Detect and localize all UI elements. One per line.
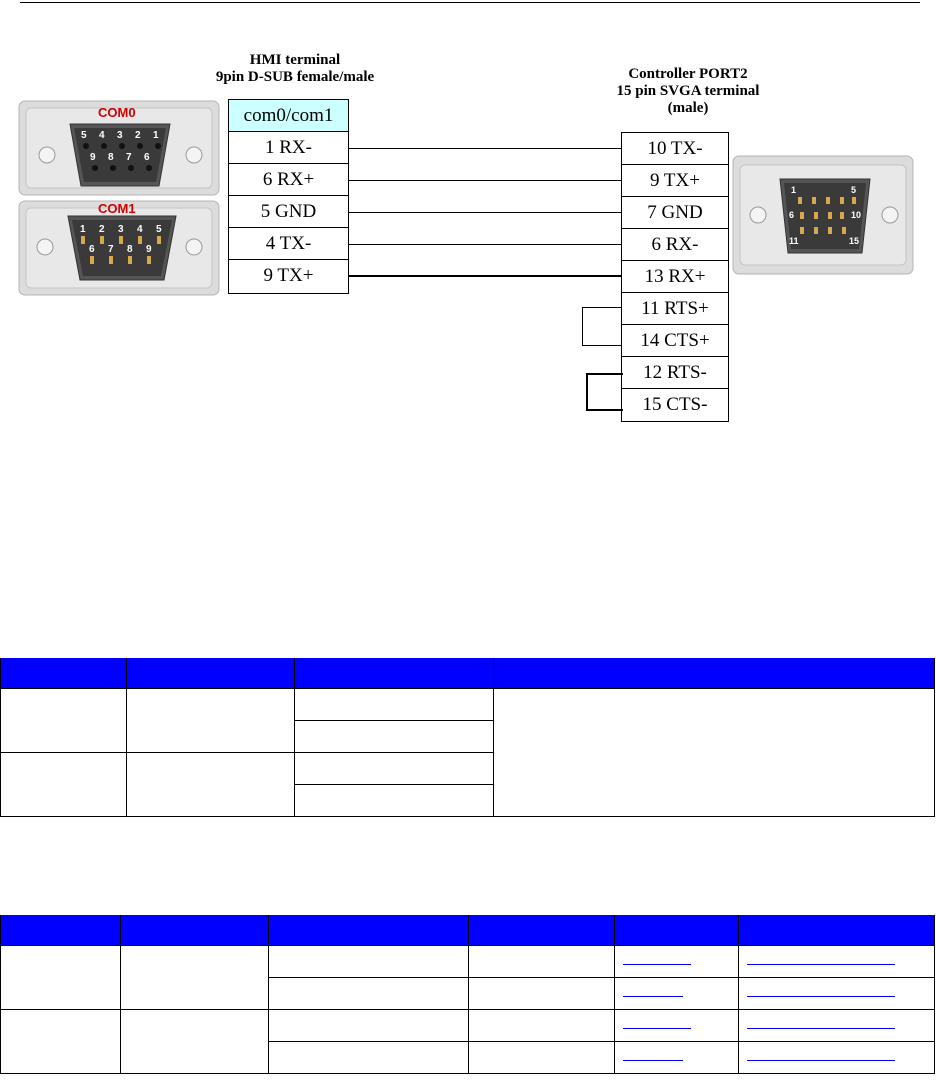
com0-pin: 3 <box>117 130 123 141</box>
table-two-header-cell <box>269 915 469 946</box>
svga-pin: 10 <box>851 210 862 220</box>
controller-pin-row: 6 RX- <box>622 229 728 261</box>
controller-header-line-1: Controller PORT2 <box>628 66 748 82</box>
rts-cts-minus-jumper <box>586 373 623 411</box>
svga-pin: 15 <box>849 236 860 246</box>
link-underline[interactable] <box>747 996 895 997</box>
com1-pin: 6 <box>89 244 95 255</box>
table-row <box>1 689 935 721</box>
table-link-cell[interactable] <box>739 978 935 1010</box>
wire-tx-plus-to-rx-plus <box>349 275 621 277</box>
controller-pin-table <box>621 132 729 422</box>
table-cell <box>295 689 494 721</box>
hmi-pin-row: 9 TX+ <box>263 265 314 286</box>
com0-pin: 8 <box>108 152 114 163</box>
hmi-header-line-1: HMI terminal <box>249 52 341 68</box>
table-link-cell[interactable] <box>739 1042 935 1074</box>
table-cell <box>1 946 121 1010</box>
table-cell <box>469 946 615 978</box>
rts-cts-plus-jumper <box>582 307 622 346</box>
table-cell <box>469 978 615 1010</box>
controller-pin-row: 9 TX+ <box>622 165 728 197</box>
table-link-cell[interactable] <box>615 978 739 1010</box>
table-two-header-cell <box>121 915 269 946</box>
svga-pin: 5 <box>851 185 857 195</box>
com0-pin: 6 <box>144 152 150 163</box>
com1-pin: 9 <box>146 244 152 255</box>
table-cell <box>127 753 295 817</box>
wire-rx-plus-to-tx-plus <box>349 180 621 181</box>
com1-pin: 5 <box>156 224 162 235</box>
com0-pin: 7 <box>126 152 132 163</box>
controller-pin-row: 15 CTS- <box>642 394 708 415</box>
svga-pin: 11 <box>789 236 799 246</box>
com1-pin: 8 <box>127 244 133 255</box>
com1-pin: 4 <box>137 224 143 235</box>
com1-connector-image <box>18 200 220 296</box>
table-link-cell[interactable] <box>739 1010 935 1042</box>
com0-label: COM0 <box>98 105 136 120</box>
table-two-header-cell <box>739 915 935 946</box>
table-cell <box>1 1010 121 1074</box>
controller-port-header <box>588 66 788 117</box>
hmi-port-name: com0/com1 <box>229 100 348 132</box>
com1-pin: 7 <box>108 244 114 255</box>
controller-pin-row: 7 GND <box>622 197 728 229</box>
com0-connector-image <box>18 100 220 196</box>
table-cell <box>1 753 127 817</box>
link-underline[interactable] <box>623 964 691 965</box>
controller-pin-row: 11 RTS+ <box>622 293 728 325</box>
table-one-header <box>1 658 935 689</box>
table-cell <box>295 785 494 817</box>
link-underline[interactable] <box>747 1060 895 1061</box>
controller-header-line-2: 15 pin SVGA terminal <box>616 83 760 99</box>
wire-tx-minus-to-rx-minus <box>349 244 621 245</box>
table-two-header-cell <box>469 915 615 946</box>
hmi-terminal-header <box>195 52 395 86</box>
table-cell <box>469 1010 615 1042</box>
controller-pin-row: 10 TX- <box>622 133 728 165</box>
link-underline[interactable] <box>747 964 895 965</box>
hmi-pin-table <box>228 99 349 294</box>
table-cell <box>121 946 269 1010</box>
table-cell <box>127 689 295 753</box>
hmi-pin-row: 5 GND <box>229 196 348 228</box>
svga-pin: 6 <box>789 210 795 220</box>
table-link-cell[interactable] <box>615 1010 739 1042</box>
table-cell <box>469 1042 615 1074</box>
table-two-header-cell <box>1 915 121 946</box>
table-cell <box>1 689 127 753</box>
table-row <box>1 946 935 978</box>
com0-pin: 2 <box>135 130 141 141</box>
table-cell <box>269 1010 469 1042</box>
table-link-cell[interactable] <box>739 946 935 978</box>
link-underline[interactable] <box>623 1028 691 1029</box>
link-underline[interactable] <box>623 996 683 997</box>
com1-pin: 2 <box>99 224 105 235</box>
table-row <box>1 1010 935 1042</box>
com0-pin: 1 <box>153 130 159 141</box>
table-cell <box>269 978 469 1010</box>
hmi-pin-row: 1 RX- <box>229 132 348 164</box>
table-cell <box>295 721 494 753</box>
table-one-header-cell <box>127 658 295 689</box>
table-one-header-cell <box>295 658 494 689</box>
table-one-header-cell <box>1 658 127 689</box>
table-one-header-cell <box>494 658 935 689</box>
com0-pin: 5 <box>81 130 87 141</box>
wire-gnd-to-gnd <box>349 212 621 213</box>
com1-label: COM1 <box>98 201 136 216</box>
svga-connector-image <box>732 155 914 275</box>
table-cell <box>269 1042 469 1074</box>
top-rule <box>20 2 920 3</box>
hmi-pin-row: 4 TX- <box>229 228 348 260</box>
table-cell <box>295 753 494 785</box>
com0-pin: 4 <box>99 130 105 141</box>
table-two-header <box>1 915 935 946</box>
controller-pin-row: 13 RX+ <box>622 261 728 293</box>
table-cell <box>121 1010 269 1074</box>
controller-pin-row: 14 CTS+ <box>622 325 728 357</box>
hmi-pin-row: 6 RX+ <box>229 164 348 196</box>
com1-pin: 1 <box>80 224 86 235</box>
svga-pin: 1 <box>791 185 797 195</box>
table-two-header-cell <box>615 915 739 946</box>
table-link-cell[interactable] <box>615 946 739 978</box>
table-cell <box>494 689 935 817</box>
controller-header-line-3: (male) <box>667 100 709 116</box>
link-underline[interactable] <box>623 1060 683 1061</box>
link-underline[interactable] <box>747 1028 895 1029</box>
hmi-header-line-2: 9pin D-SUB female/male <box>215 69 375 85</box>
table-link-cell[interactable] <box>615 1042 739 1074</box>
table-one <box>0 658 935 817</box>
controller-pin-row: 12 RTS- <box>622 357 728 389</box>
wire-rx-minus-to-tx-minus <box>349 148 621 149</box>
com1-pin: 3 <box>118 224 124 235</box>
table-two <box>0 915 935 1074</box>
table-cell <box>269 946 469 978</box>
com0-pin: 9 <box>90 152 96 163</box>
